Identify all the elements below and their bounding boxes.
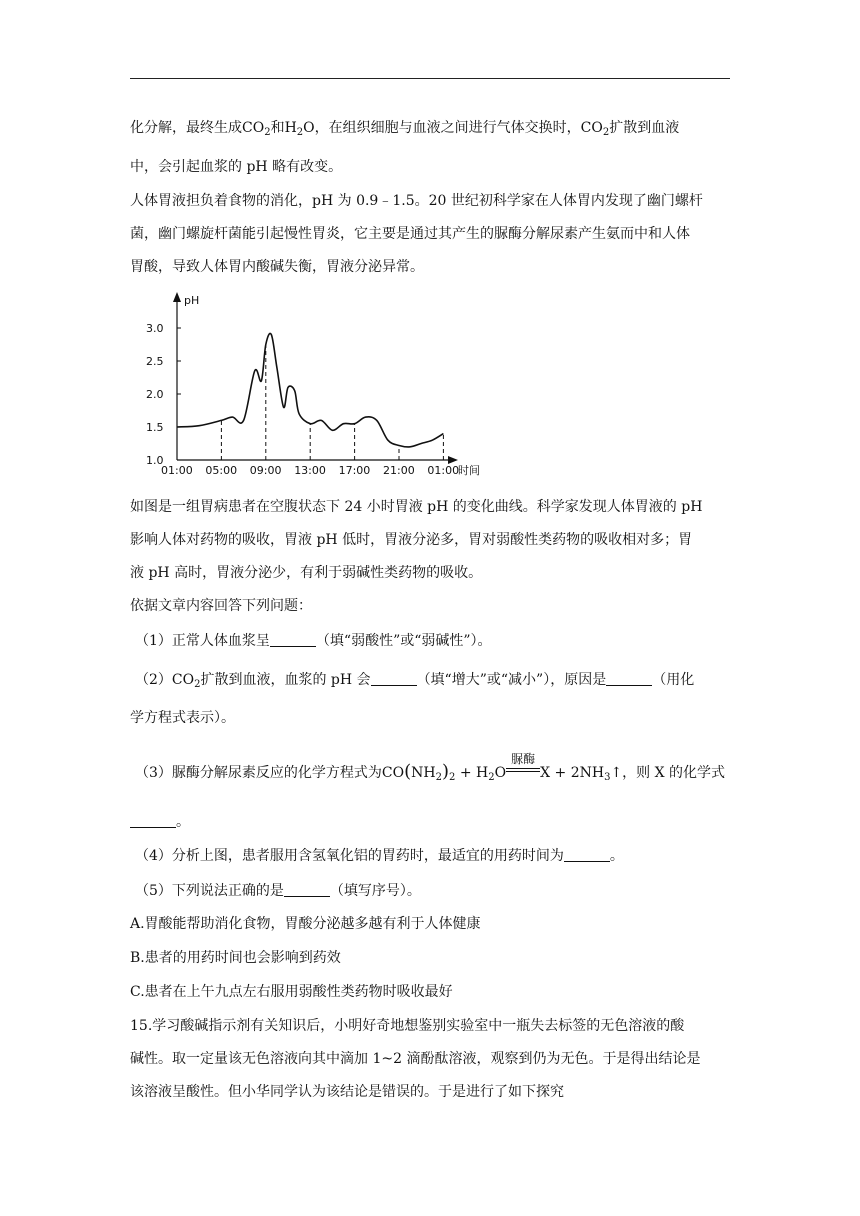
x-tick-label: 01:00	[161, 464, 193, 477]
answer-blank[interactable]	[270, 632, 316, 647]
para1-line1: 化分解，最终生成$CO_2$和$H_2O$，在组织细胞与血液之间进行气体交换时，$CO_2$扩散到血液	[130, 120, 680, 138]
header-rule	[130, 78, 730, 79]
x-tick-label: 13:00	[294, 464, 326, 477]
x-axis	[177, 456, 458, 464]
option-a: A.胃酸能帮助消化食物，胃酸分泌越多越有利于人体健康	[130, 916, 481, 932]
question-2-cont: 学方程式表示）。	[130, 710, 235, 726]
para3-line4: 依据文章内容回答下列问题：	[130, 598, 312, 614]
x-tick-label: 17:00	[338, 464, 371, 477]
y-tick-label: 1.5	[146, 421, 164, 434]
para4-line2: 碱性。取一定量该无色溶液向其中滴加 1~2 滴酚酞溶液，观察到仍为无色。于是得出结论是	[130, 1051, 701, 1067]
question-2: $(2)CO_2$扩散到血液，血浆的 pH 会 （填“增大”或“减小”），原因是 （用化	[135, 672, 695, 690]
question-3: （3）脲酶分解尿素反应的化学方程式为$CO(NH_2)_2 + H_2O$ 脲酶 $X + 2NH_3↑$，则 X 的化学式	[135, 752, 726, 783]
question-4: （4）分析上图，患者服用含氢氧化铝的胃药时，最适宜的用药时间为 。	[135, 848, 624, 864]
para4-line1: 15.学习酸碱指示剂有关知识后，小明好奇地想鉴别实验室中一瓶失去标签的无色溶液的酸	[130, 1018, 685, 1034]
answer-blank[interactable]	[130, 813, 176, 828]
para2-line1: 人体胃液担负着食物的消化，pH 为 0.9﹣1.5。20 世纪初科学家在人体胃内发现了幽门螺杆	[130, 193, 703, 209]
x-tick-label: 09:00	[249, 464, 282, 477]
question-5: （5）下列说法正确的是 （填写序号）。	[135, 883, 421, 899]
y-axis-label: pH	[184, 294, 200, 307]
x-tick-label: 21:00	[383, 464, 415, 477]
enzyme-condition: 脲酶	[506, 763, 540, 783]
y-tick-label: 1.0	[146, 454, 164, 467]
para3-line1: 如图是一组胃病患者在空腹状态下 24 小时胃液 pH 的变化曲线。科学家发现人体胃液的 pH	[130, 499, 703, 515]
ph-chart	[140, 290, 500, 480]
x-axis-label: 时间	[458, 464, 480, 477]
para3-line2: 影响人体对药物的吸收，胃液 pH 低时，胃液分泌多，胃对弱酸性类药物的吸收相对多；胃	[130, 532, 693, 548]
y-tick-label: 2.0	[146, 388, 164, 401]
answer-blank[interactable]	[284, 882, 330, 897]
y-axis	[173, 292, 181, 460]
answer-blank[interactable]	[371, 671, 417, 686]
option-c: C.患者在上午九点左右服用弱酸性类药物时吸收最好	[130, 984, 453, 1000]
question-3-cont: 。	[130, 812, 190, 832]
para4-line3: 该溶液呈酸性。但小华同学认为该结论是错误的。于是进行了如下探究	[130, 1084, 564, 1100]
para3-line3: 液 pH 高时，胃液分泌少，有利于弱碱性类药物的吸收。	[130, 565, 483, 581]
answer-blank[interactable]	[564, 847, 610, 862]
para2-line3: 胃酸，导致人体胃内酸碱失衡，胃液分泌异常。	[130, 259, 424, 275]
y-tick-label: 2.5	[146, 355, 164, 368]
answer-blank[interactable]	[606, 671, 652, 686]
option-b: B.患者的用药时间也会影响到药效	[130, 950, 341, 966]
question-1: （1）正常人体血浆呈 （填“弱酸性”或“弱碱性”）。	[135, 633, 492, 649]
para2-line2: 菌，幽门螺旋杆菌能引起慢性胃炎，它主要是通过其产生的脲酶分解尿素产生氨而中和人体	[130, 226, 690, 242]
para1-line2: 中，会引起血浆的 pH 略有改变。	[130, 159, 343, 175]
x-tick-label: 01:00	[427, 464, 460, 477]
x-tick-label: 05:00	[205, 464, 238, 477]
y-tick-label: 3.0	[146, 322, 164, 335]
